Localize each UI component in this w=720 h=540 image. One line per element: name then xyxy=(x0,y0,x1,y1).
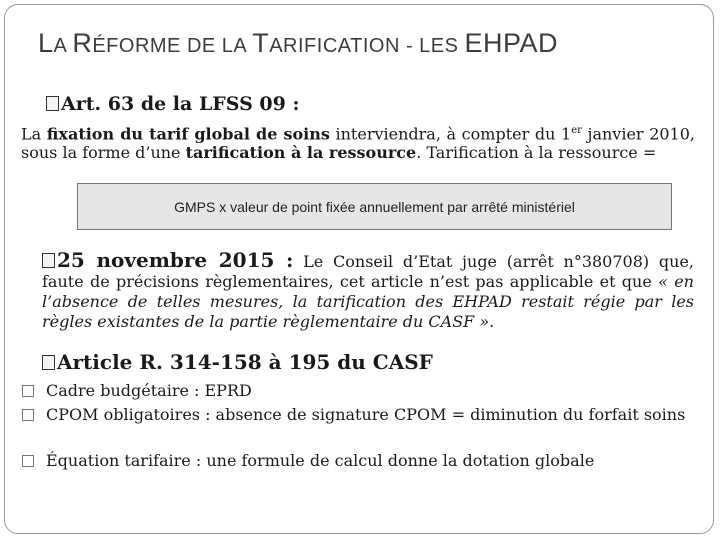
section3-heading: Article R. 314-158 à 195 du CASF xyxy=(42,350,433,374)
list-item: CPOM obligatoires : absence de signature CPOM = diminution du forfait soins xyxy=(22,405,694,424)
section2-paragraph: 25 novembre 2015 : Le Conseil d’Etat juge (arrêt n°380708) que, faute de précisions règlementaires, cet article n’est pas applicable et que « en l’absence de telles mesures, la tarification des EHPAD restait régie par les règles existantes de la partie règlementaire du CASF ». xyxy=(42,248,694,331)
section1-heading: Art. 63 de la LFSS 09 : xyxy=(46,93,300,115)
bullet-icon xyxy=(46,96,59,111)
list-item: Cadre budgétaire : EPRD xyxy=(22,381,702,400)
formula-box xyxy=(77,183,672,230)
list-item: Équation tarifaire : une formule de calcul donne la dotation globale xyxy=(22,451,702,470)
slide-title: LA RÉFORME DE LA TARIFICATION - LES EHPAD xyxy=(38,28,559,58)
bullet-icon xyxy=(42,253,55,268)
checkbox-icon xyxy=(22,409,34,421)
checkbox-icon xyxy=(22,455,34,467)
formula-text: GMPS x valeur de point fixée annuellement par arrêté ministériel xyxy=(174,198,575,215)
section1-paragraph: La fixation du tarif global de soins interviendra, à compter du 1er janvier 2010, sous la forme d’une tarification à la ressource. Tarification à la ressource = xyxy=(21,124,695,163)
bullet-icon xyxy=(42,355,55,370)
checkbox-icon xyxy=(22,385,34,397)
